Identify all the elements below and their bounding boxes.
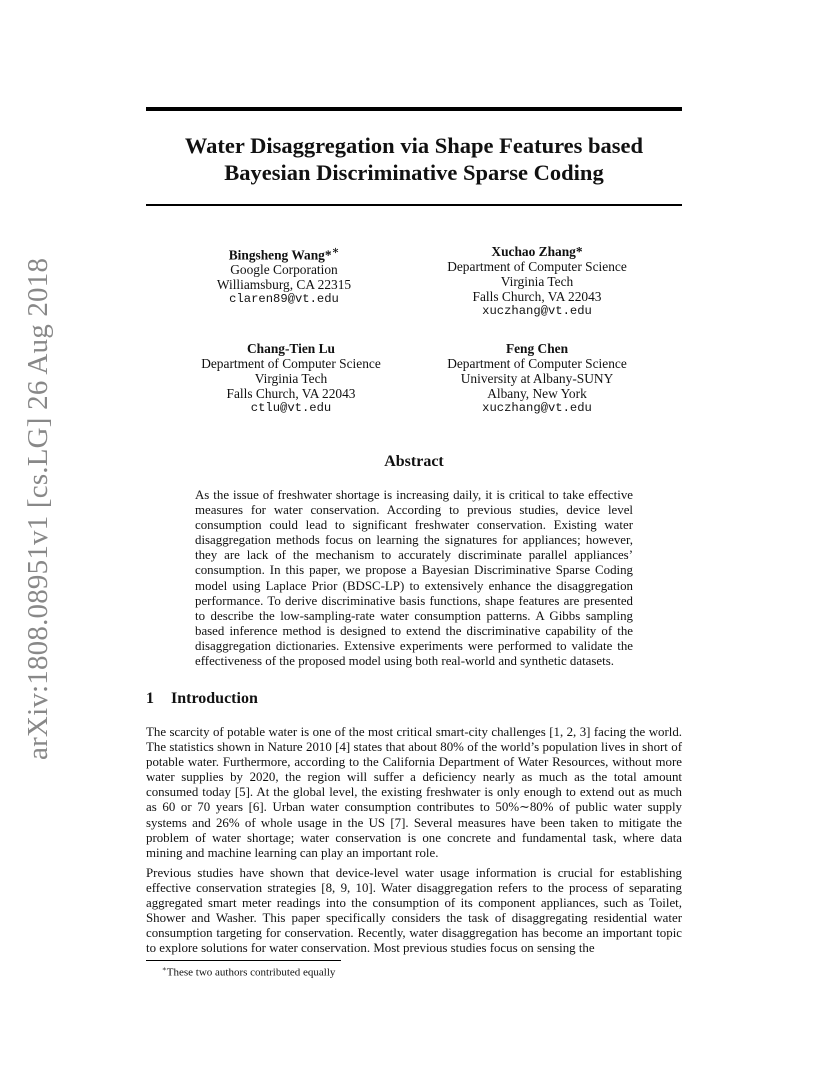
author-name: Feng Chen <box>505 341 569 356</box>
author-affiliation: Google Corporation <box>230 262 338 278</box>
title-line-1: Water Disaggregation via Shape Features based <box>184 133 644 158</box>
footnote-marker: ∗ <box>162 965 167 973</box>
body-paragraph-1: The scarcity of potable water is one of the most critical smart-city challenges [1, 2, 3] facing the world. The statistics shown in Nature 2010 [4] states that about 80% of the world’s population lives in short of potable water. Furthermore, according to the California Department of Water Resources, without more water supplies by 2020, the region will suffer a deficiency nearly as much as the total amount consumed today [5]. At the global level, the existing freshwater is only enough to extend out as much as 60 or 70 years [6]. Urban water consumption contributes to 50%∼80% of public water supply systems and 26% of whole usage in the US [7]. Several measures have been taken to mitigate the problem of water shortage; water conservation is one concrete and fundamental task, where data mining and machine learning can play an important role. <box>146 725 682 860</box>
author-address: Falls Church, VA 22043 <box>226 386 356 401</box>
abstract-heading: Abstract <box>384 453 444 470</box>
section-number: 1 <box>146 690 154 707</box>
author-email: ctlu@vt.edu <box>250 401 332 415</box>
author-block-2 <box>407 244 667 319</box>
author-name: Bingsheng Wang* <box>228 247 332 263</box>
title-line-2: Bayesian Discriminative Sparse Coding <box>224 160 604 185</box>
author-affiliation: Department of Computer Science <box>447 259 627 274</box>
author-affiliation: Department of Computer Science <box>201 356 381 371</box>
author-email: xuczhang@vt.edu <box>482 304 592 318</box>
section-heading <box>146 690 258 708</box>
author-affiliation: Department of Computer Science <box>447 356 627 371</box>
title-bottom-rule <box>146 204 682 206</box>
author-footnote-marker: ∗ <box>331 245 340 257</box>
author-name: Chang-Tien Lu <box>247 341 335 356</box>
author-email: claren89@vt.edu <box>229 292 339 307</box>
author-address: Falls Church, VA 22043 <box>472 289 602 304</box>
footnote-text: These two authors contributed equally <box>166 966 336 979</box>
author-name: Xuchao Zhang* <box>491 244 583 259</box>
arxiv-identifier: arXiv:1808.08951v1 [cs.LG] 26 Aug 2018 <box>22 257 54 760</box>
abstract-text: As the issue of freshwater shortage is increasing daily, it is critical to take effective measures for water conservation. According to previous studies, device level consumption could lead to significant freshwater conservation. Existing water disaggregation methods focus on learning the signatures for appliances; however, they are lack of the mechanism to accurately discriminate parallel appliances’ consumption. In this paper, we propose a Bayesian Discriminative Sparse Coding model using Laplace Prior (BDSC-LP) to extensively enhance the disaggregation performance. To derive discriminative basis functions, shape features are presented to describe the low-sampling-rate water consumption patterns. A Gibbs sampling based inference method is designed to extend the discriminative capability of the disaggregation dictionaries. Extensive experiments were performed to validate the effectiveness of the proposed model using both real-world and synthetic datasets. <box>195 488 633 669</box>
author-block-1 <box>154 244 414 307</box>
author-address: Albany, New York <box>487 386 587 401</box>
author-institution: Virginia Tech <box>500 274 574 289</box>
paper-title <box>146 132 682 186</box>
author-block-4 <box>407 341 667 416</box>
body-paragraph-2: Previous studies have shown that device-level water usage information is crucial for establishing effective conservation strategies [8, 9, 10]. Water disaggregation refers to the process of separating aggregated smart meter readings into the consumption of its component appliances, such as Toilet, Shower and Washer. This paper specifically considers the task of disaggregating residential water consumption targeting for conservation. Recently, water disaggregation has become an important topic to explore solutions for water conservation. Most previous studies focus on sensing the <box>146 866 682 956</box>
title-top-rule <box>146 107 682 111</box>
author-institution: Virginia Tech <box>254 371 328 386</box>
author-block-3 <box>161 341 421 416</box>
footnote <box>162 963 335 980</box>
footnote-rule <box>146 960 341 961</box>
section-title: Introduction <box>171 690 258 707</box>
author-institution: University at Albany-SUNY <box>460 371 614 386</box>
author-address: Williamsburg, CA 22315 <box>216 277 352 293</box>
author-email: xuczhang@vt.edu <box>482 401 592 415</box>
